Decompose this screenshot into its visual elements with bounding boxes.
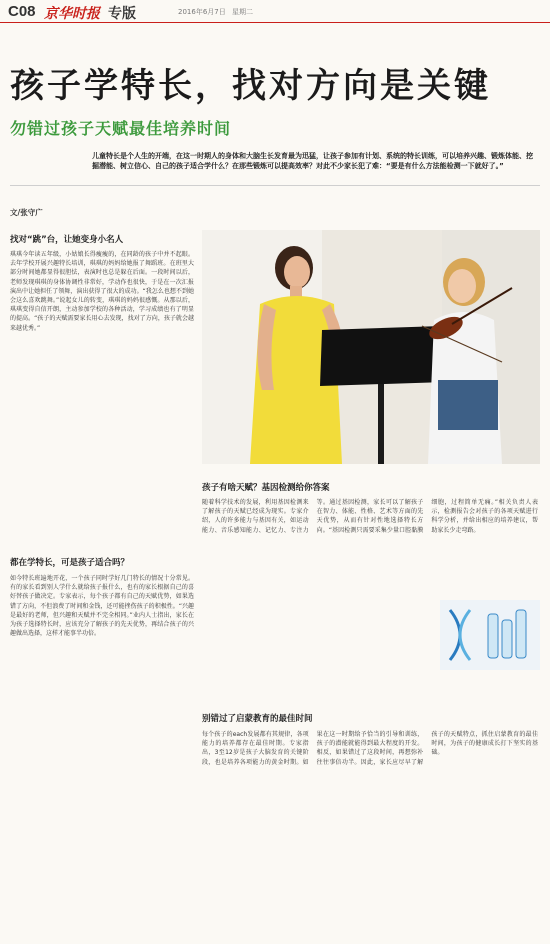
- section-heading-3: 孩子有啥天赋？基因检测给你答案: [202, 483, 330, 493]
- issue-weekday: 星期二: [232, 8, 253, 16]
- violin-lesson-photo: [202, 230, 540, 464]
- article-subtitle: 勿错过孩子天赋最佳培养时间: [10, 119, 232, 138]
- article-title: 孩子学特长，找对方向是关键: [10, 66, 491, 106]
- section-body-4: 每个孩子的each发展都有其规律，各项能力的培养都存在最佳时期。专家指出，3至12岁是孩子大脑发育的关键阶段，也是培养各项能力的黄金时期。如果在这一时期给予恰当的引导和训练，孩子的潜能就能得到最大程度的开发。相反，如果错过了这段时间，再想弥补往往事倍功半。因此，家长应尽早了解孩子的天赋特点，抓住启蒙教育的最佳时间，为孩子的健康成长打下坚实的基础。: [202, 731, 538, 766]
- newspaper-logo: 京华时报: [44, 6, 100, 22]
- section-heading-1: 找对“跳”台，让她变身小名人: [10, 235, 124, 245]
- section-heading-2: 都在学特长，可是孩子适合吗？: [10, 558, 130, 568]
- dna-icon: [440, 600, 540, 670]
- section-heading-4: 别错过了启蒙教育的最佳时间: [202, 714, 313, 724]
- section-label: 专版: [108, 6, 136, 22]
- page-header: [0, 0, 550, 23]
- section-body-3: 随着科学技术的发展，利用基因检测来了解孩子的天赋已经成为现实。专家介绍，人的许多能力与基因有关，如运动能力、音乐感知能力、记忆力、专注力等。通过基因检测，家长可以了解孩子在智力、体能、性格、艺术等方面的先天优势，从而有针对性地选择特长方向。“基因检测只需要采集少量口腔黏膜细胞，过程简单无痛。”相关负责人表示，检测报告会对孩子的各项天赋进行科学分析，并给出相应的培养建议，帮助家长少走弯路。: [202, 499, 538, 534]
- divider: [10, 185, 540, 186]
- dna-illustration: [440, 600, 540, 670]
- section-body-1: 琪琪今年读五年级，小姑娘长得瘦瘦的，在同龄的孩子中并不起眼。去年学校开展兴趣特长培训，琪琪的妈妈给她报了舞蹈班。在班里大部分时间她都显得很胆怯，表演时也总是躲在后面。一段时间以后，老师发现琪琪的身体协调性非常好，学动作也很快，于是在一次汇报演出中让她担任了领舞，演出获得了很大的成功。“我怎么也想不到她会这么喜欢跳舞。”说起女儿的转变，琪琪的妈妈很感慨。从那以后，琪琪变得自信开朗，主动参加学校的各种活动，学习成绩也有了明显的提高。“孩子的天赋需要家长用心去发现，找对了方向，孩子就会越来越优秀。”: [10, 251, 194, 332]
- article-intro: 儿童特长是个人生的开端，在这一时期人的身体和大脑生长发育最为迅猛，让孩子参加有计划、系统的特长训练，可以培养兴趣、锻炼体能、挖掘潜能、树立信心、自己的孩子适合学什么？在那些锻炼可以提高效率？对此不少家长犯了难：“要是有什么方法能检测一下就好了。”: [92, 152, 533, 170]
- section-body-2: 如今特长班遍地开花，一个孩子同时学好几门特长的情况十分常见。有的家长看到别人学什么就给孩子报什么，也有的家长根据自己的喜好替孩子做决定。专家表示，每个孩子都有自己的天赋优势，如果选错了方向，不但浪费了时间和金钱，还可能挫伤孩子的积极性。“兴趣是最好的老师，但兴趣和天赋并不完全相同。”业内人士指出，家长在为孩子选择特长时，应该充分了解孩子的先天优势，再结合孩子的兴趣做出选择，这样才能事半功倍。: [10, 575, 194, 638]
- page-number: C08: [8, 3, 36, 20]
- article-photo: [202, 230, 540, 464]
- issue-date: 2016年6月7日: [178, 8, 226, 16]
- byline: 文/张守广: [10, 208, 43, 217]
